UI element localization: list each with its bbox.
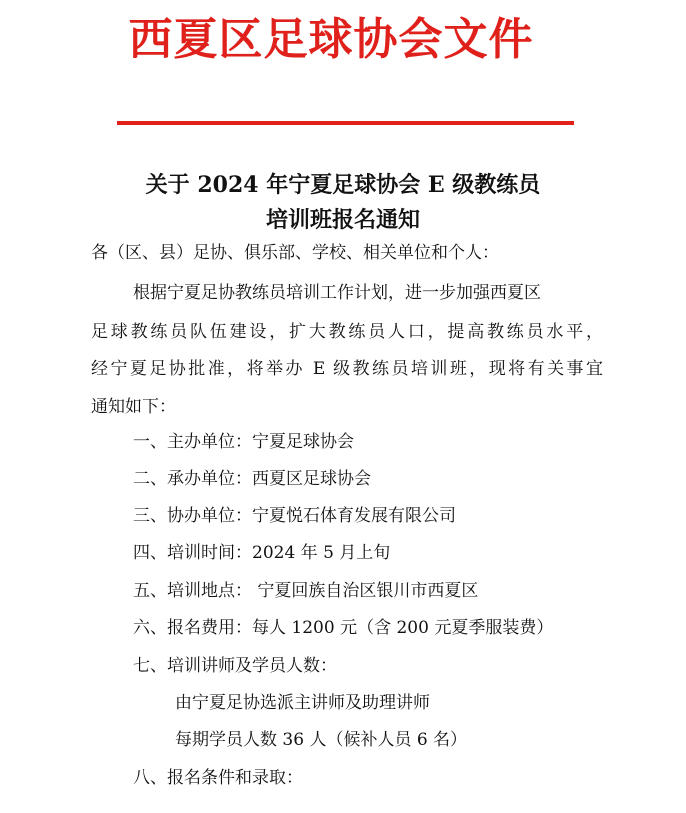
list-item: 六、报名费用：每人 1200 元（含 200 元夏季服装费）	[133, 618, 554, 638]
list-item: 一、主办单位：宁夏足球协会	[133, 432, 354, 452]
notice-title-line-2: 培训班报名通知	[265, 207, 420, 233]
intro-line: 通知如下：	[91, 397, 176, 417]
sub-list-item: 每期学员人数 36 人（候补人员 6 名）	[175, 730, 468, 750]
list-item: 二、承办单位：西夏区足球协会	[133, 469, 371, 489]
intro-line: 经宁夏足协批准，将举办 E 级教练员培训班，现将有关事宜	[91, 359, 603, 379]
list-item: 五、培训地点： 宁夏回族自治区银川市西夏区	[133, 581, 479, 601]
sub-list-item: 由宁夏足协选派主讲师及助理讲师	[175, 693, 430, 713]
document-header-title: 西夏区足球协会文件	[128, 14, 534, 65]
intro-line: 根据宁夏足协教练员培训工作计划，进一步加强西夏区	[133, 283, 541, 303]
list-item: 三、协办单位：宁夏悦石体育发展有限公司	[133, 506, 456, 526]
intro-line: 足球教练员队伍建设，扩大教练员人口，提高教练员水平，	[91, 322, 603, 342]
header-red-rule	[117, 121, 574, 125]
salutation: 各（区、县）足协、俱乐部、学校、相关单位和个人：	[91, 243, 499, 263]
notice-title-line-1: 关于 2024 年宁夏足球协会 E 级教练员	[145, 172, 541, 198]
list-item: 八、报名条件和录取：	[133, 768, 303, 788]
list-item: 四、培训时间：2024 年 5 月上旬	[133, 543, 391, 563]
list-item: 七、培训讲师及学员人数：	[133, 656, 337, 676]
